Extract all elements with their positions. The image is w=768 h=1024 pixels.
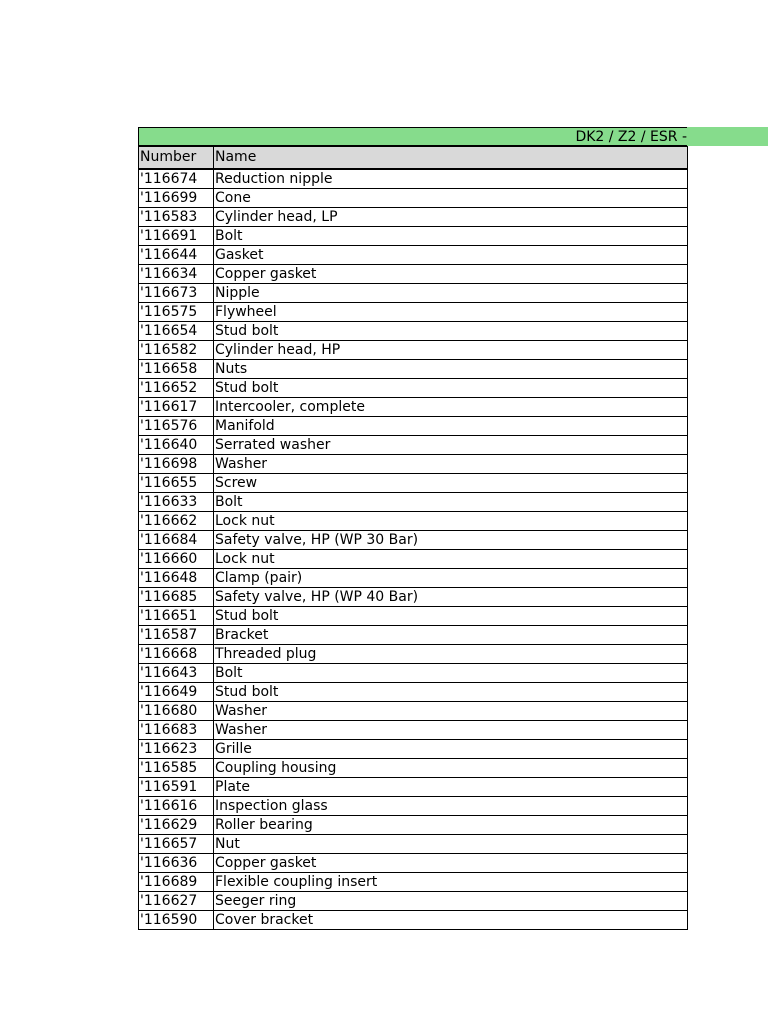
part-number-cell: '116643 xyxy=(139,664,214,683)
table-row xyxy=(139,816,688,835)
column-header-name: Name xyxy=(214,147,688,170)
part-number-cell: '116658 xyxy=(139,360,214,379)
part-number-cell: '116668 xyxy=(139,645,214,664)
parts-table xyxy=(138,146,688,930)
table-row xyxy=(139,379,688,398)
part-name-cell: Gasket xyxy=(214,246,688,265)
part-name-cell: Safety valve, HP (WP 40 Bar) xyxy=(214,588,688,607)
part-number-cell: '116582 xyxy=(139,341,214,360)
table-row xyxy=(139,588,688,607)
table-row xyxy=(139,227,688,246)
part-number-cell: '116651 xyxy=(139,607,214,626)
part-number-cell: '116648 xyxy=(139,569,214,588)
part-name-cell: Grille xyxy=(214,740,688,759)
part-name-cell: Stud bolt xyxy=(214,379,688,398)
part-name-cell: Cylinder head, LP xyxy=(214,208,688,227)
part-number-cell: '116683 xyxy=(139,721,214,740)
part-name-cell: Cone xyxy=(214,189,688,208)
part-name-cell: Bolt xyxy=(214,664,688,683)
table-row xyxy=(139,835,688,854)
part-number-cell: '116644 xyxy=(139,246,214,265)
header-row xyxy=(139,147,688,170)
part-number-cell: '116684 xyxy=(139,531,214,550)
table-row xyxy=(139,702,688,721)
part-number-cell: '116649 xyxy=(139,683,214,702)
part-name-cell: Lock nut xyxy=(214,550,688,569)
table-row xyxy=(139,246,688,265)
part-number-cell: '116616 xyxy=(139,797,214,816)
part-number-cell: '116674 xyxy=(139,169,214,189)
table-row xyxy=(139,797,688,816)
part-number-cell: '116662 xyxy=(139,512,214,531)
part-name-cell: Manifold xyxy=(214,417,688,436)
part-number-cell: '116640 xyxy=(139,436,214,455)
part-name-cell: Plate xyxy=(214,778,688,797)
part-number-cell: '116617 xyxy=(139,398,214,417)
table-row xyxy=(139,531,688,550)
part-number-cell: '116685 xyxy=(139,588,214,607)
parts-table-body xyxy=(139,169,688,930)
part-number-cell: '116652 xyxy=(139,379,214,398)
part-name-cell: Copper gasket xyxy=(214,854,688,873)
part-name-cell: Bracket xyxy=(214,626,688,645)
table-row xyxy=(139,189,688,208)
part-number-cell: '116585 xyxy=(139,759,214,778)
part-name-cell: Washer xyxy=(214,702,688,721)
part-name-cell: Flexible coupling insert xyxy=(214,873,688,892)
part-name-cell: Reduction nipple xyxy=(214,169,688,189)
part-name-cell: Intercooler, complete xyxy=(214,398,688,417)
part-number-cell: '116660 xyxy=(139,550,214,569)
table-row xyxy=(139,265,688,284)
table-row xyxy=(139,892,688,911)
table-row xyxy=(139,284,688,303)
part-number-cell: '116691 xyxy=(139,227,214,246)
part-name-cell: Coupling housing xyxy=(214,759,688,778)
part-name-cell: Cover bracket xyxy=(214,911,688,930)
part-number-cell: '116634 xyxy=(139,265,214,284)
part-name-cell: Inspection glass xyxy=(214,797,688,816)
part-number-cell: '116627 xyxy=(139,892,214,911)
table-row xyxy=(139,417,688,436)
column-header-number: Number xyxy=(139,147,214,170)
part-name-cell: Clamp (pair) xyxy=(214,569,688,588)
table-row xyxy=(139,208,688,227)
part-name-cell: Nuts xyxy=(214,360,688,379)
table-row xyxy=(139,645,688,664)
part-number-cell: '116655 xyxy=(139,474,214,493)
part-name-cell: Flywheel xyxy=(214,303,688,322)
part-number-cell: '116591 xyxy=(139,778,214,797)
table-row xyxy=(139,493,688,512)
table-row xyxy=(139,512,688,531)
part-name-cell: Serrated washer xyxy=(214,436,688,455)
table-row xyxy=(139,169,688,189)
part-name-cell: Stud bolt xyxy=(214,607,688,626)
table-row xyxy=(139,360,688,379)
table-row xyxy=(139,683,688,702)
part-name-cell: Seeger ring xyxy=(214,892,688,911)
part-number-cell: '116698 xyxy=(139,455,214,474)
table-row xyxy=(139,550,688,569)
part-name-cell: Washer xyxy=(214,455,688,474)
table-row xyxy=(139,436,688,455)
table-row xyxy=(139,873,688,892)
table-row xyxy=(139,474,688,493)
sheet-title-bar xyxy=(138,127,687,146)
table-row xyxy=(139,911,688,930)
part-number-cell: '116590 xyxy=(139,911,214,930)
part-number-cell: '116689 xyxy=(139,873,214,892)
part-name-cell: Bolt xyxy=(214,493,688,512)
table-row xyxy=(139,569,688,588)
part-number-cell: '116629 xyxy=(139,816,214,835)
part-name-cell: Cylinder head, HP xyxy=(214,341,688,360)
part-name-cell: Stud bolt xyxy=(214,683,688,702)
part-number-cell: '116673 xyxy=(139,284,214,303)
part-name-cell: Bolt xyxy=(214,227,688,246)
part-number-cell: '116583 xyxy=(139,208,214,227)
part-name-cell: Washer xyxy=(214,721,688,740)
table-row xyxy=(139,778,688,797)
table-row xyxy=(139,740,688,759)
part-number-cell: '116587 xyxy=(139,626,214,645)
sheet-title: DK2 / Z2 / ESR - xyxy=(575,129,687,145)
table-row xyxy=(139,626,688,645)
table-row xyxy=(139,322,688,341)
table-row xyxy=(139,759,688,778)
part-name-cell: Copper gasket xyxy=(214,265,688,284)
part-number-cell: '116633 xyxy=(139,493,214,512)
part-name-cell: Threaded plug xyxy=(214,645,688,664)
part-name-cell: Nut xyxy=(214,835,688,854)
part-number-cell: '116623 xyxy=(139,740,214,759)
table-row xyxy=(139,455,688,474)
part-name-cell: Lock nut xyxy=(214,512,688,531)
part-name-cell: Screw xyxy=(214,474,688,493)
part-number-cell: '116699 xyxy=(139,189,214,208)
part-number-cell: '116680 xyxy=(139,702,214,721)
table-row xyxy=(139,664,688,683)
part-number-cell: '116636 xyxy=(139,854,214,873)
part-name-cell: Roller bearing xyxy=(214,816,688,835)
table-row xyxy=(139,303,688,322)
table-row xyxy=(139,398,688,417)
part-number-cell: '116576 xyxy=(139,417,214,436)
table-row xyxy=(139,341,688,360)
part-number-cell: '116575 xyxy=(139,303,214,322)
table-row xyxy=(139,854,688,873)
table-row xyxy=(139,721,688,740)
part-number-cell: '116654 xyxy=(139,322,214,341)
part-name-cell: Safety valve, HP (WP 30 Bar) xyxy=(214,531,688,550)
part-name-cell: Nipple xyxy=(214,284,688,303)
table-row xyxy=(139,607,688,626)
parts-sheet xyxy=(138,127,687,930)
part-number-cell: '116657 xyxy=(139,835,214,854)
part-name-cell: Stud bolt xyxy=(214,322,688,341)
title-bar-overflow xyxy=(687,127,768,146)
